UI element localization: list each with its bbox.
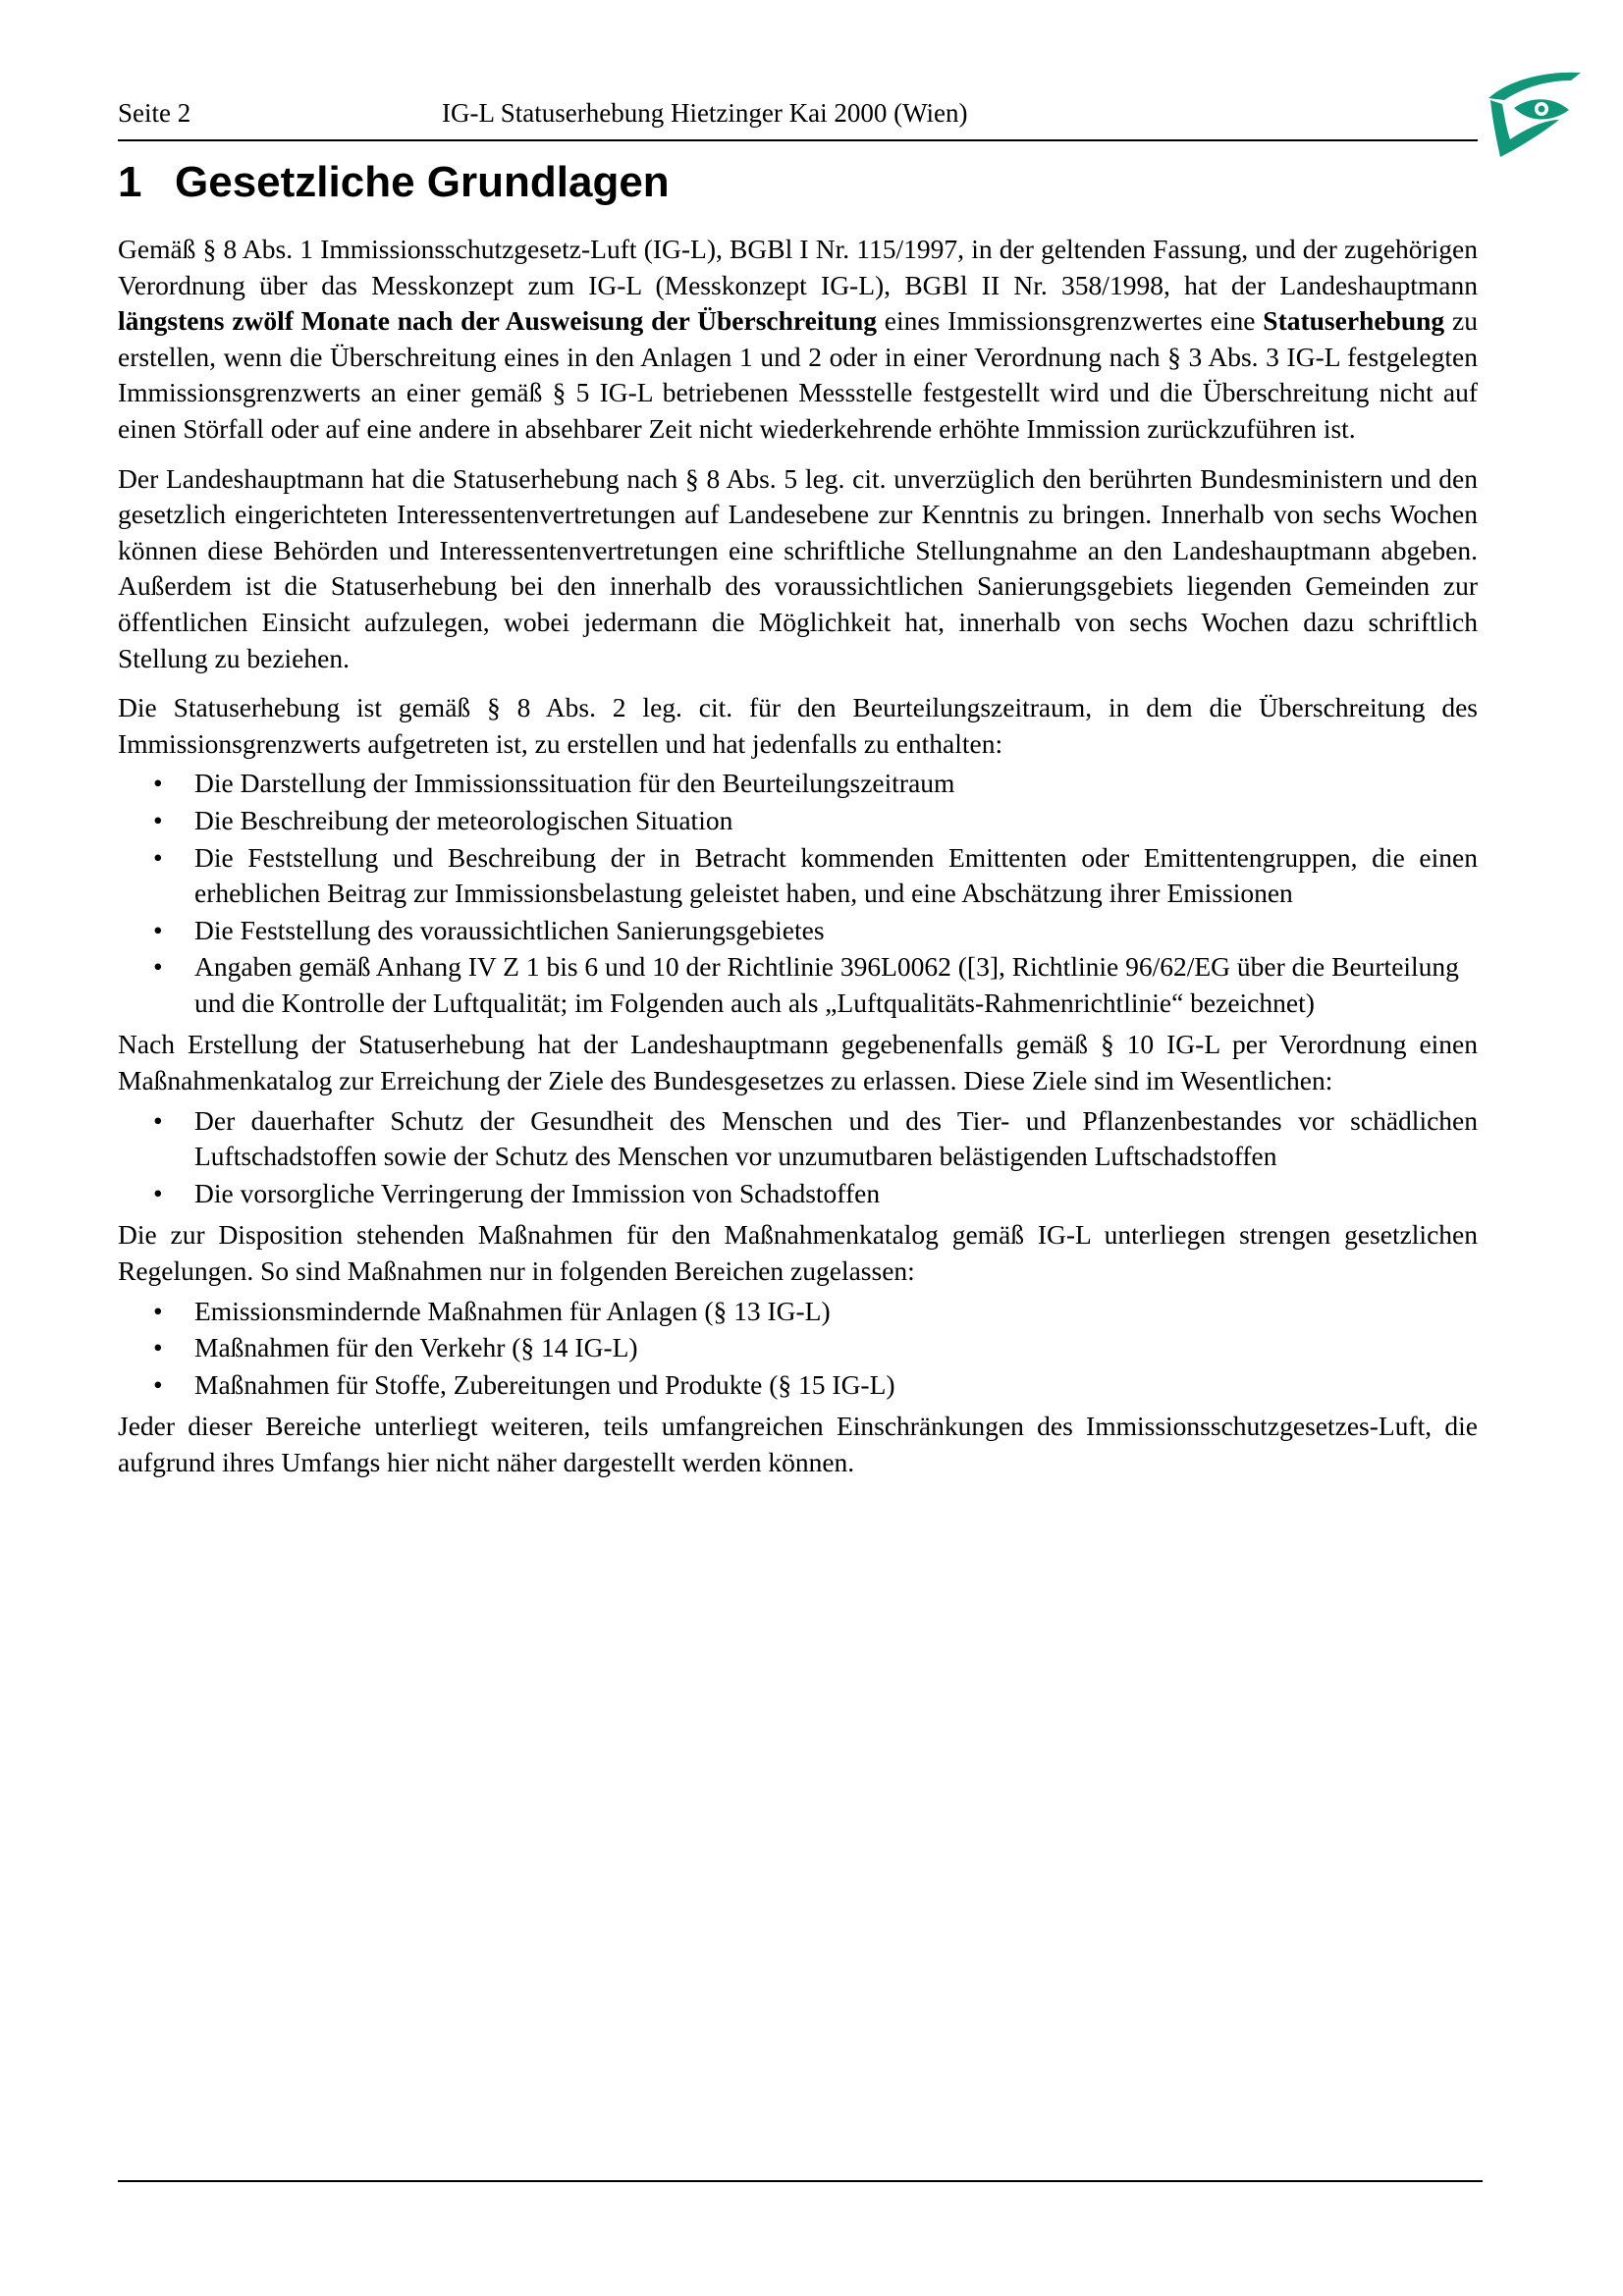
page-header [118,98,1478,141]
section-number: 1 [118,158,142,206]
page-number: Seite 2 [118,98,191,128]
agency-eye-logo-icon [1481,59,1589,167]
list-item: • Emissionsmindernde Maßnahmen für Anlagen (§ 13 IG-L) [153,1295,831,1326]
p1-text-b: eines Immissionsgrenzwertes eine [876,305,1264,337]
list-item: • Die Darstellung der Immissionssituation für den Beurteilungszeitraum [153,768,955,799]
p1-text-c: zu erstellen, wenn die Überschreitung eines in den Anlagen 1 und 2 oder in einer Verordnung nach § 3 Abs. 3 IG-L festgelegten Immissionsgrenzwerts an einer gemäß § 5 IG-L betriebenen Messstelle festgestellt wird und die Überschreitung nicht auf einen Störfall oder auf eine andere in absehbarer Zeit nicht wiederkehrende erhöhte Immission zurückzuführen ist. [118,305,1478,444]
bullet-list-goals [118,1103,1478,1212]
bullet-list-contents [118,766,1478,1021]
paragraph-3: Die Statuserhebung ist gemäß § 8 Abs. 2 leg. cit. für den Beurteilungszeitraum, in dem die Überschreitung des Immissionsgrenzwerts aufgetreten ist, zu erstellen und hat jedenfalls zu enthalten: [118,692,1478,759]
footer-rule [118,2180,1483,2182]
paragraph-4: Nach Erstellung der Statuserhebung hat der Landeshauptmann gegebenenfalls gemäß § 10 IG-L per Verordnung einen Maßnahmenkatalog zur Erreichung der Ziele des Bundesgesetzes zu erlassen. Diese Ziele sind im Wesentlichen: [118,1029,1478,1096]
paragraph-5: Die zur Disposition stehenden Maßnahmen für den Maßnahmenkatalog gemäß IG-L unterliegen strengen gesetzlichen Regelungen. So sind Maßnahmen nur in folgenden Bereichen zugelassen: [118,1219,1478,1287]
paragraph-6: Jeder dieser Bereiche unterliegt weiteren, teils umfangreichen Einschränkungen des Immissionsschutzgesetzes-Luft, die aufgrund ihres Umfangs hier nicht näher dargestellt werden können. [118,1411,1478,1477]
running-title: IG-L Statuserhebung Hietzinger Kai 2000 (Wien) [442,98,968,128]
main-content [118,147,1478,1495]
list-item: • Der dauerhafter Schutz der Gesundheit des Menschen und des Tier- und Pflanzenbestandes vor schädlichen Luftschadstoffen sowie der Schutz des Menschen vor unzumutbaren belästigenden Luftschadstoffen [153,1104,1478,1172]
section-heading [118,157,1478,208]
list-item: • Angaben gemäß Anhang IV Z 1 bis 6 und 10 der Richtlinie 396L0062 ([3], Richtlinie 96/62/EG über die Beurteilung und die Kontrolle der Luftqualität; im Folgenden auch als „Luftqualitäts-Rahmenrichtlinie“ bezeichnet) [153,951,1459,1018]
list-item: • Die Feststellung des voraussichtlichen Sanierungsgebietes [153,914,825,945]
list-item: • Maßnahmen für Stoffe, Zubereitungen und Produkte (§ 15 IG-L) [153,1368,895,1400]
p1-bold-deadline: längstens zwölf Monate nach der Ausweisung der Überschreitung [118,305,877,337]
list-item: • Die vorsorgliche Verringerung der Immission von Schadstoffen [153,1177,881,1208]
p1-text-a: Gemäß § 8 Abs. 1 Immissionsschutzgesetz-Luft (IG-L), BGBl I Nr. 115/1997, in der geltenden Fassung, und der zugehörigen Verordnung über das Messkonzept zum IG-L (Messkonzept IG-L), BGBl II Nr. 358/1998, hat der Landeshauptmann [118,234,1478,300]
paragraph-2: Der Landeshauptmann hat die Statuserhebung nach § 8 Abs. 5 leg. cit. unverzüglich den berührten Bundesministern und den gesetzlich eingerichteten Interessentenvertretungen auf Landesebene zur Kenntnis zu bringen. Innerhalb von sechs Wochen können diese Behörden und Interessentenvertretungen eine schriftliche Stellungnahme an den Landeshauptmann abgeben. Außerdem ist die Statuserhebung bei den innerhalb des voraussichtlichen Sanierungsgebiets liegenden Gemeinden zur öffentlichen Einsicht aufzulegen, wobei jedermann die Möglichkeit hat, innerhalb von sechs Wochen dazu schriftlich Stellung zu beziehen. [118,462,1478,673]
list-item: • Die Beschreibung der meteorologischen Situation [153,804,733,835]
section-title: Gesetzliche Grundlagen [175,158,670,206]
list-item: • Maßnahmen für den Verkehr (§ 14 IG-L) [153,1332,638,1363]
list-item: • Die Feststellung und Beschreibung der in Betracht kommenden Emittenten oder Emittentengruppen, die einen erheblichen Beitrag zur Immissionsbelastung geleistet haben, und eine Abschätzung ihrer Emissionen [153,841,1478,909]
p1-bold-statuserhebung: Statuserhebung [1263,305,1445,337]
paragraph-1 [118,232,1478,448]
bullet-list-measures [118,1294,1478,1404]
